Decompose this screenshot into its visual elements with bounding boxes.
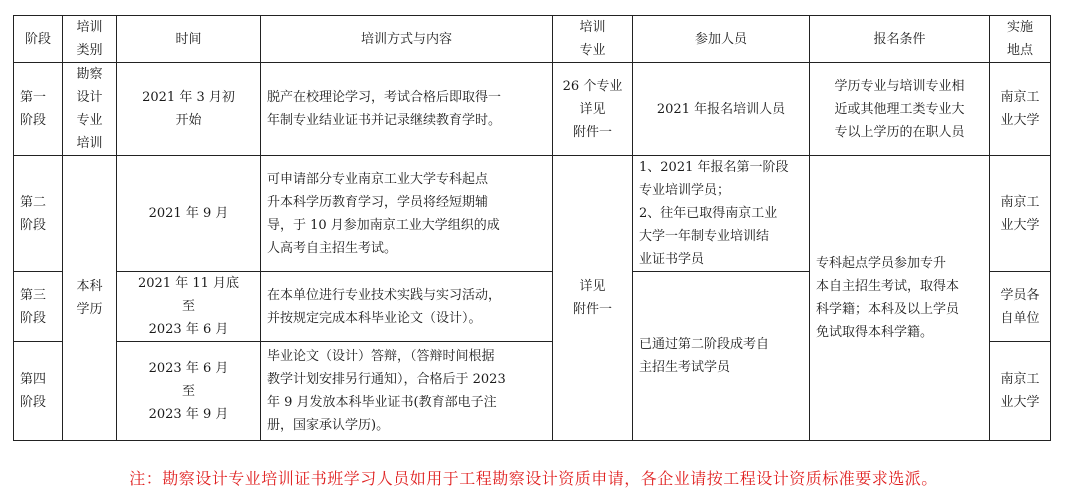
- text-line: 毕业论文（设计）答辩，（答辩时间根据: [267, 349, 495, 364]
- text-line: 附件一: [572, 124, 612, 140]
- text-line: 2023 年 6 月: [148, 360, 229, 376]
- text-line: 实施: [1006, 20, 1033, 35]
- text-line: 在本单位进行专业技术实践与实习活动，: [267, 287, 502, 303]
- text-line: 阶段: [20, 113, 47, 128]
- text-line: 2023 年 9 月: [148, 406, 229, 422]
- category-cell-merged: [63, 156, 117, 441]
- footnote-note: 注：勘察设计专业培训证书班学习人员如用于工程勘察设计资质申请，各企业请按工程设计资质标准要求选派。: [129, 469, 938, 488]
- header-content: [261, 16, 553, 63]
- text-line: 并按规定完成本科毕业论文（设计）。: [267, 310, 482, 326]
- text-line: 年制专业结业证书并记录继续教育学时。: [267, 113, 502, 128]
- category-cell: [63, 63, 117, 156]
- text-line: 已通过第二阶段成考自: [639, 337, 770, 352]
- text-line: 人高考自主招生考试。: [267, 240, 398, 256]
- text-line: 免试取得本科学籍。: [816, 325, 934, 340]
- text-line: 详见: [579, 279, 606, 294]
- time-cell: [117, 272, 261, 342]
- text-line: 业大学: [1000, 217, 1040, 233]
- text-line: 类别: [76, 43, 103, 58]
- text-line: 培训: [76, 20, 103, 35]
- text-line: 业大学: [1000, 113, 1040, 128]
- text-line: 参加人员: [694, 31, 747, 47]
- text-line: 科学籍；本科及以上学员: [816, 302, 960, 317]
- text-line: 脱产在校理论学习，考试合格后即取得一: [267, 90, 502, 105]
- header-category: [63, 16, 117, 63]
- text-line: 2023 年 6 月: [148, 322, 229, 337]
- conditions-cell-merged: [810, 156, 990, 441]
- time-cell: [117, 342, 261, 441]
- text-line: 2021 年报名培训人员: [656, 101, 786, 117]
- text-line: 专业: [76, 113, 103, 128]
- text-line: 1、2021 年报名第一阶段: [639, 160, 789, 175]
- text-line: 可申请部分专业南京工业大学专科起点: [267, 171, 489, 187]
- text-line: 阶段: [20, 310, 47, 326]
- time-cell: [117, 156, 261, 272]
- text-line: 专业培训学员；: [639, 183, 731, 198]
- location-cell: [990, 342, 1051, 441]
- text-line: 地点: [1006, 43, 1033, 58]
- header-row: [14, 16, 1051, 63]
- text-line: 专科起点学员参加专升: [816, 256, 947, 271]
- text-line: 南京工: [1000, 194, 1040, 210]
- location-cell: [990, 156, 1051, 272]
- text-line: 学员各: [1000, 287, 1040, 303]
- text-line: 时间: [175, 31, 202, 47]
- text-line: 至: [181, 383, 195, 399]
- stage-cell: [14, 63, 63, 156]
- text-line: 业大学: [1000, 395, 1040, 410]
- participants-cell: [633, 63, 810, 156]
- text-line: 册，国家承认学历)。: [267, 418, 390, 433]
- content-cell: [261, 63, 553, 156]
- text-line: 升本科学历教育学习，学员将经短期辅: [267, 194, 489, 210]
- text-line: 教学计划安排另行通知），合格后于 2023: [267, 372, 506, 387]
- text-line: 阶段: [24, 31, 51, 47]
- text-line: 专以上学历的在职人员: [834, 124, 965, 140]
- text-line: 南京工: [1000, 372, 1040, 387]
- time-cell: [117, 63, 261, 156]
- table-row-stage-2: [14, 156, 1051, 272]
- text-line: 培训: [76, 136, 103, 151]
- text-line: 近或其他理工类专业大: [834, 101, 965, 117]
- content-cell: [261, 342, 553, 441]
- text-line: 专业: [579, 43, 606, 58]
- location-cell: [990, 272, 1051, 342]
- text-line: 第四: [20, 372, 47, 387]
- text-line: 第三: [20, 287, 47, 303]
- stage-cell: [14, 272, 63, 342]
- header-major: [553, 16, 633, 63]
- text-line: 阶段: [20, 395, 47, 410]
- text-line: 26 个专业: [562, 78, 623, 94]
- text-line: 学历: [76, 302, 103, 317]
- text-line: 2021 年 3 月初: [142, 90, 235, 105]
- text-line: 至: [181, 299, 195, 314]
- stage-cell: [14, 156, 63, 272]
- text-line: 主招生考试学员: [639, 360, 731, 375]
- location-cell: [990, 63, 1051, 156]
- text-line: 本科: [76, 279, 103, 294]
- participants-cell-merged: [633, 272, 810, 441]
- text-line: 导，于 10 月参加南京工业大学组织的成: [267, 217, 500, 233]
- text-line: 2021 年 11 月底: [137, 276, 240, 291]
- content-cell: [261, 272, 553, 342]
- table-row-stage-1: [14, 63, 1051, 156]
- header-time: [117, 16, 261, 63]
- text-line: 大学一年制专业培训结: [639, 229, 770, 244]
- header-stage: [14, 16, 63, 63]
- text-line: 南京工: [1000, 90, 1040, 105]
- text-line: 业证书学员: [639, 252, 705, 267]
- text-line: 设计: [76, 90, 103, 105]
- text-line: 第一: [20, 90, 47, 105]
- text-line: 附件一: [572, 302, 612, 317]
- text-line: 培训方式与内容: [360, 31, 452, 47]
- participants-cell: [633, 156, 810, 272]
- training-schedule-table: [13, 15, 1051, 441]
- header-conditions: [810, 16, 990, 63]
- text-line: 学历专业与培训专业相: [834, 78, 965, 94]
- content-cell: [261, 156, 553, 272]
- header-location: [990, 16, 1051, 63]
- text-line: 开始: [175, 113, 202, 128]
- text-line: 年 9 月发放本科毕业证书(教育部电子注: [267, 395, 497, 410]
- text-line: 阶段: [20, 217, 47, 233]
- text-line: 2、往年已取得南京工业: [639, 206, 778, 221]
- text-line: 详见: [579, 101, 606, 117]
- text-line: 本自主招生考试，取得本: [816, 279, 960, 294]
- header-participants: [633, 16, 810, 63]
- text-line: 2021 年 9 月: [148, 206, 229, 221]
- conditions-cell: [810, 63, 990, 156]
- text-line: 第二: [20, 194, 47, 210]
- text-line: 勘察: [76, 67, 103, 82]
- major-cell-merged: [553, 156, 633, 441]
- text-line: 自单位: [1000, 310, 1040, 326]
- major-cell: [553, 63, 633, 156]
- text-line: 报名条件: [873, 31, 926, 47]
- text-line: 培训: [579, 20, 606, 35]
- stage-cell: [14, 342, 63, 441]
